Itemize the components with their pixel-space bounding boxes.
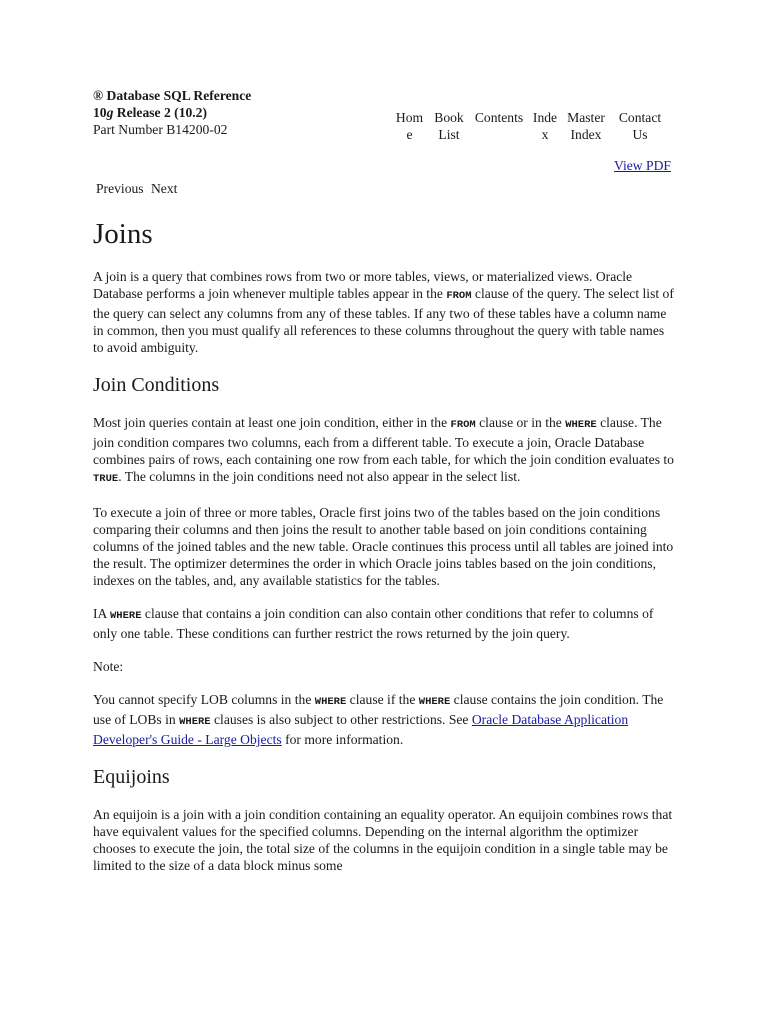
doc-release: 10g Release 2 (10.2)	[93, 105, 208, 120]
joins-heading: Joins	[93, 218, 153, 250]
view-pdf-link[interactable]: View PDF	[614, 158, 671, 173]
nav-bar	[390, 109, 669, 143]
join-conditions-paragraph-3: IA WHERE clause that contains a join condition can also contain other conditions that refer to columns of only one table. These conditions can further restrict the rows returned by the join query.	[93, 606, 654, 641]
equijoins-heading: Equijoins	[93, 766, 170, 788]
part-number: Part Number B14200-02	[93, 122, 228, 137]
main-content	[93, 208, 675, 890]
join-conditions-paragraph-2: To execute a join of three or more tables, Oracle first joins two of the tables based on the join conditions comparing their columns and then joins the result to another table based on join conditions containing columns of the joined tables and the new table. Oracle continues this process until all tables are joined into the result. The optimizer determines the order in which Oracle joins tables based on the join conditions, indexes on the tables, and, any available statistics for the tables.	[93, 505, 674, 588]
equijoins-paragraph: An equijoin is a join with a join condition containing an equality operator. An equijoin combines rows that have equivalent values for the specified columns. Depending on the internal algorithm the optimizer chooses to execute the join, the total size of the columns in the equijoin condition in a single table may be limited to the size of a data block minus some	[93, 807, 673, 873]
doc-title: ® Database SQL Reference	[93, 88, 252, 103]
note-label: Note:	[93, 659, 124, 674]
nav-index-link[interactable]: Index	[532, 110, 558, 142]
nav-master-index-link[interactable]: Master Index	[567, 110, 605, 142]
nav-book-list-link[interactable]: Book List	[434, 110, 464, 142]
previous-link[interactable]: Previous	[96, 181, 144, 196]
doc-header	[93, 87, 251, 138]
joins-intro-paragraph: A join is a query that combines rows from two or more tables, views, or materialized views. Oracle Database performs a join whenever multiple tables appear in the FROM clause of the query. The select list of the query can select any columns from any of these tables. If any two of these tables have a column name in common, then you must qualify all references to these columns throughout the query with table names to avoid ambiguity.	[93, 269, 674, 355]
nav-home-link[interactable]: Home	[395, 110, 424, 142]
join-conditions-paragraph-1: Most join queries contain at least one join condition, either in the FROM clause or in the WHERE clause. The join condition compares two columns, each from a different table. To execute a join, Oracle Database combines pairs of rows, each containing one row from each table, for which the join condition evaluates to TRUE. The columns in the join conditions need not also appear in the select list.	[93, 415, 674, 485]
lob-guide-link[interactable]: Oracle Database Application Developer's Guide - Large Objects	[93, 712, 629, 747]
nav-contents-link[interactable]: Contents	[474, 110, 524, 125]
note-paragraph: You cannot specify LOB columns in the WHERE clause if the WHERE clause contains the join condition. The use of LOBs in WHERE clauses is also subject to other restrictions. See Oracle Database Application Developer's Guide - Large Objects for more information.	[93, 692, 664, 747]
prev-next-nav	[96, 181, 181, 197]
next-link[interactable]: Next	[150, 181, 178, 196]
nav-contact-us-link[interactable]: Contact Us	[618, 110, 662, 142]
join-conditions-heading: Join Conditions	[93, 374, 220, 396]
